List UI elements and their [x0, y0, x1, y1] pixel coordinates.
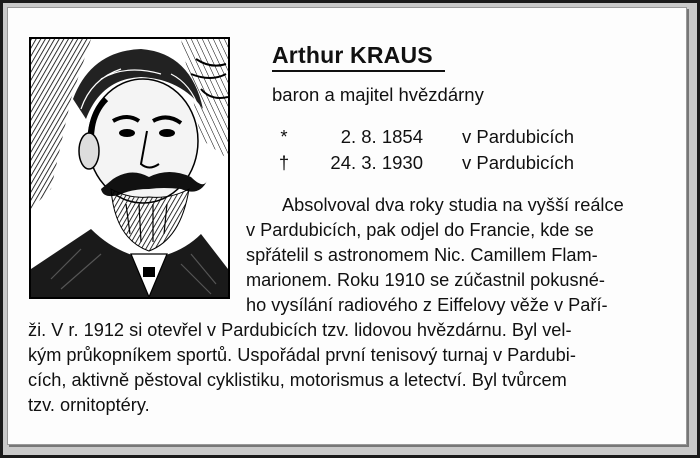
bio-line: marionem. Roku 1910 se zúčastnil pokusné-: [246, 270, 605, 290]
birth-place: v Pardubicích: [462, 126, 575, 147]
portrait-image: [29, 37, 230, 299]
person-title: baron a majitel hvězdárny: [272, 84, 484, 105]
bio-line: kým průkopníkem sportů. Uspořádal první tenisový turnaj v Pardubi-: [28, 345, 576, 365]
bio-line: tzv. ornitoptéry.: [28, 395, 150, 415]
death-place: v Pardubicích: [462, 152, 575, 173]
bio-line: ži. V r. 1912 si otevřel v Pardubicích tzv. lidovou hvězdárnu. Byl vel-: [28, 320, 572, 340]
bio-line: Absolvoval dva roky studia na vyšší reálce: [282, 195, 624, 215]
name-underline: [272, 70, 445, 72]
bio-line: spřátelil s astronomem Nic. Camillem Flam-: [246, 245, 598, 265]
death-date: 24. 3. 1930: [330, 152, 423, 173]
portrait-engraving-icon: [31, 39, 228, 297]
birth-date: 2. 8. 1854: [340, 126, 423, 147]
bio-line: cích, aktivně pěstoval cyklistiku, motorismus a letectví. Byl tvůrcem: [28, 370, 567, 390]
bio-line: ho vysílání radiového z Eiffelovy věže v Paří-: [246, 295, 608, 315]
bio-line: v Pardubicích, pak odjel do Francie, kde se: [246, 220, 594, 240]
person-name: Arthur KRAUS: [272, 42, 433, 68]
death-symbol: †: [278, 152, 290, 173]
birth-symbol: *: [280, 126, 288, 147]
